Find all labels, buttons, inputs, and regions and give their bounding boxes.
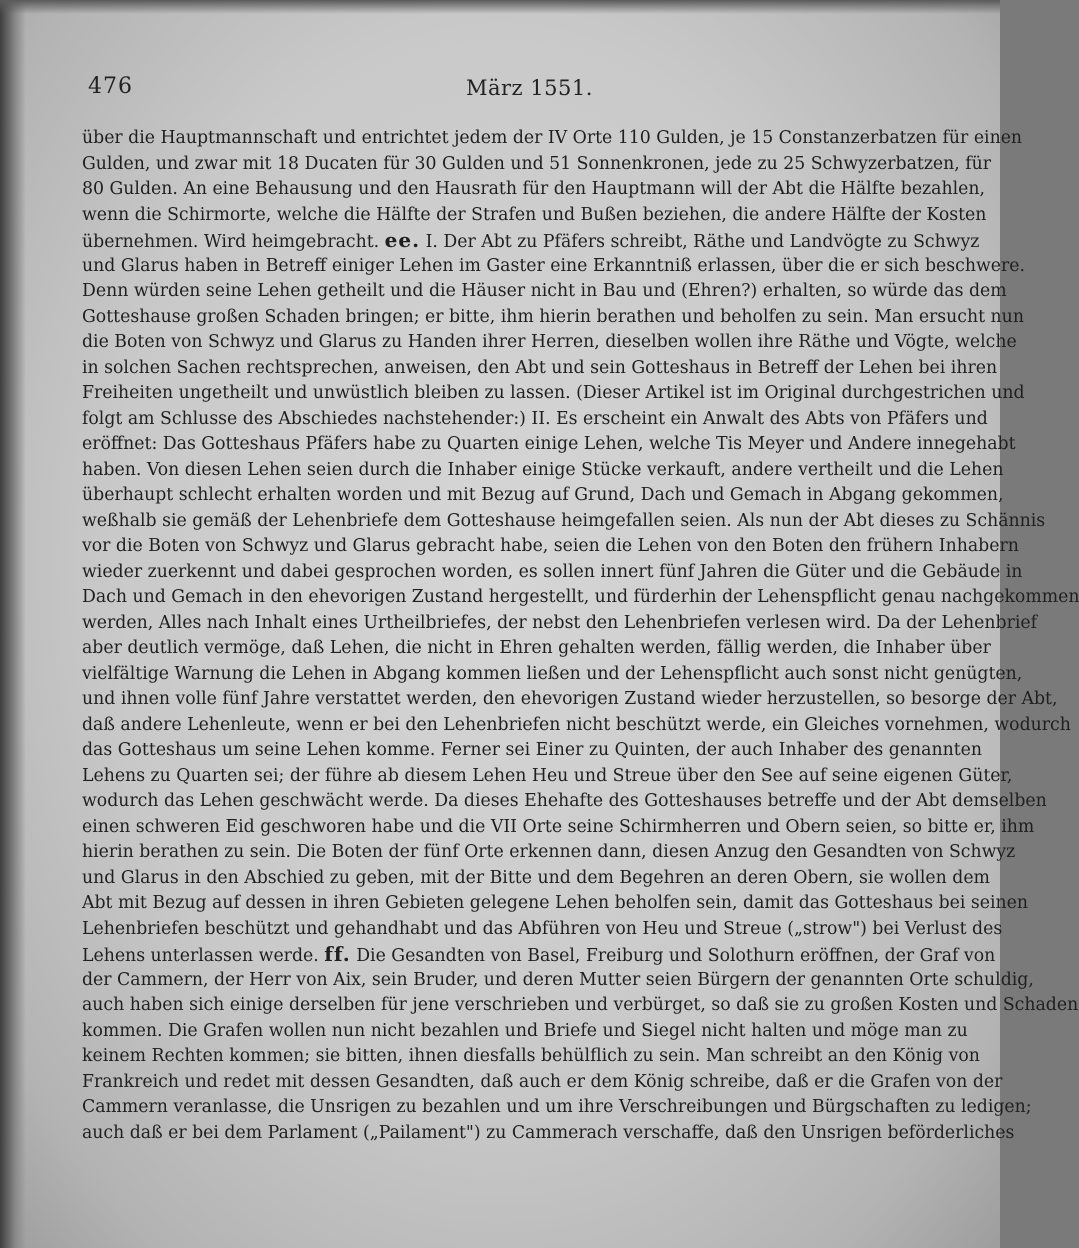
text-line: aber deutlich vermöge, daß Lehen, die nicht in Ehren gehalten werden, fällig werden, die Inhaber über (82, 638, 991, 658)
text-line-end: I. Der Abt zu Pfäfers schreibt, Räthe und Landvögte zu Schwyz (425, 232, 980, 252)
text-line: Gotteshause großen Schaden bringen; er bitte, ihm hierin berathen und beholfen zu sein. Man ersucht nun (82, 306, 1024, 327)
text-line: Lehens zu Quarten sei; der führe ab diesem Lehen Heu und Streue über den See auf seine eigenen Güter, (82, 765, 1013, 786)
text-line: über die Hauptmannschaft und entrichtet jedem der IV Orte 110 Gulden, je 15 Constanzerbatzen für einen (82, 128, 1023, 148)
text-line: 80 Gulden. An eine Behausung und den Hausrath für den Hauptmann will der Abt die Hälfte bezahlen, (82, 179, 985, 199)
text-line-end: Die Gesandten von Basel, Freiburg und Solothurn eröffnen, der Graf von (356, 946, 996, 966)
running-head: März 1551. (466, 76, 593, 100)
text-line: vielfältige Warnung die Lehen in Abgang kommen ließen und der Lehenspflicht auch sonst nicht genügten, (82, 663, 1023, 684)
text-line: wenn die Schirmorte, welche die Hälfte der Strafen und Bußen beziehen, die andere Hälfte der Kosten (82, 204, 987, 225)
text-line: auch haben sich einige derselben für jene verschrieben und verbürget, so daß sie zu großen Kosten und Schaden (82, 995, 1079, 1015)
text-line-start: Lehens unterlassen werde. (82, 946, 319, 966)
text-line: Freiheiten ungetheilt und unwüstlich bleiben zu lassen. (Dieser Artikel ist im Original durchgestrichen und (82, 383, 1025, 403)
text-line: keinem Rechten kommen; sie bitten, ihnen diesfalls behülflich zu sein. Man schreibt an den König von (82, 1046, 980, 1066)
text-line: werden, Alles nach Inhalt eines Urtheilbriefes, der nebst den Lehenbriefen verlesen wird. Da der Lehenbrief (82, 612, 1038, 633)
text-line: kommen. Die Grafen wollen nun nicht bezahlen und Briefe und Siegel nicht halten und möge man zu (82, 1020, 968, 1041)
text-line: in solchen Sachen rechtsprechen, anweisen, den Abt und sein Gotteshaus in Betreff der Lehen bei ihren (82, 357, 998, 378)
text-line: die Boten von Schwyz und Glarus zu Handen ihrer Herren, dieselben wollen ihre Räthe und Vögte, welche (82, 332, 1017, 352)
text-line: das Gotteshaus um seine Lehen komme. Ferner sei Einer zu Quinten, der auch Inhaber des genannten (82, 740, 982, 760)
text-line: hierin berathen zu sein. Die Boten der fünf Orte erkennen dann, diesen Anzug den Gesandten von Schwyz (82, 842, 1016, 862)
text-line: Dach und Gemach in den ehevorigen Zustand hergestellt, und fürderhin der Lehenspflicht genau nachgekommen (82, 587, 1079, 607)
text-line: eröffnet: Das Gotteshaus Pfäfers habe zu Quarten einige Lehen, welche Tis Meyer und Andere innegehabt (82, 434, 1016, 454)
text-line: Denn würden seine Lehen getheilt und die Häuser nicht in Bau und (Ehren?) erhalten, so würde das dem (82, 281, 1007, 301)
text-line: Cammern veranlasse, die Unsrigen zu bezahlen und um ihre Verschreibungen und Bürgschaften zu ledigen; (82, 1097, 1032, 1117)
text-line: wodurch das Lehen geschwächt werde. Da dieses Ehehafte des Gotteshauses betreffe und der Abt demselben (82, 791, 1047, 811)
page-shadow-left (0, 0, 26, 1248)
text-line: Gulden, und zwar mit 18 Ducaten für 30 Gulden und 51 Sonnenkronen, jede zu 25 Schwyzerbatzen, für (82, 153, 992, 174)
text-line: und ihnen volle fünf Jahre verstattet werden, den ehevorigen Zustand wieder herzustellen, so besorge der Abt, (82, 689, 1058, 709)
text-line-start: übernehmen. Wird heimgebracht. (82, 232, 380, 252)
text-line: einen schweren Eid geschworen habe und die VII Orte seine Schirmherren und Obern seien, so bitte er, ihm (82, 816, 1035, 837)
section-marker-ee: ee. (384, 228, 421, 252)
page-shadow-top (0, 0, 1000, 14)
text-line: der Cammern, der Herr von Aix, sein Bruder, und deren Mutter seien Bürgern der genannten Orte schuldig, (82, 969, 1034, 990)
text-line: Frankreich und redet mit dessen Gesandten, daß auch er dem König schreibe, daß er die Grafen von der (82, 1071, 1003, 1092)
text-line: vor die Boten von Schwyz und Glarus gebracht habe, seien die Lehen von den Boten den frühern Inhabern (82, 536, 1019, 556)
text-line: Lehenbriefen beschützt und gehandhabt und das Abführen von Heu und Streue („strow") bei Verlust des (82, 918, 1003, 939)
text-line: wieder zuerkennt und dabei gesprochen worden, es sollen innert fünf Jahren die Güter und die Gebäude in (82, 561, 1023, 582)
body-text (82, 126, 1079, 1146)
text-line: Abt mit Bezug auf dessen in ihren Gebieten gelegene Lehen beholfen sein, damit das Gotteshaus bei seinen (82, 893, 1028, 913)
text-line (82, 228, 980, 254)
text-line: überhaupt schlecht erhalten worden und mit Bezug auf Grund, Dach und Gemach in Abgang gekommen, (82, 485, 1004, 505)
text-line: und Glarus in den Abschied zu geben, mit der Bitte und dem Begehren an deren Obern, sie wollen dem (82, 867, 990, 888)
section-marker-ff: ff. (324, 942, 351, 966)
text-line: und Glarus haben in Betreff einiger Lehen im Gaster eine Erkanntniß erlassen, über die er sich beschwere. (82, 255, 1025, 276)
text-line: haben. Von diesen Lehen seien durch die Inhaber einige Stücke verkauft, andere vertheilt und die Lehen (82, 459, 1004, 480)
text-line (82, 942, 996, 968)
page-number: 476 (88, 74, 133, 99)
text-line: weßhalb sie gemäß der Lehenbriefe dem Gotteshause heimgefallen seien. Als nun der Abt dieses zu Schännis (82, 510, 1046, 531)
text-line: auch daß er bei dem Parlament („Pailament") zu Cammerach verschaffe, daß den Unsrigen beförderliches (82, 1122, 1015, 1143)
page-header (82, 72, 940, 112)
text-line: folgt am Schlusse des Abschiedes nachstehender:) II. Es erscheint ein Anwalt des Abts von Pfäfers und (82, 408, 988, 429)
text-line: daß andere Lehenleute, wenn er bei den Lehenbriefen nicht beschützt werde, ein Gleiches vornehmen, wodurch (82, 714, 1071, 735)
